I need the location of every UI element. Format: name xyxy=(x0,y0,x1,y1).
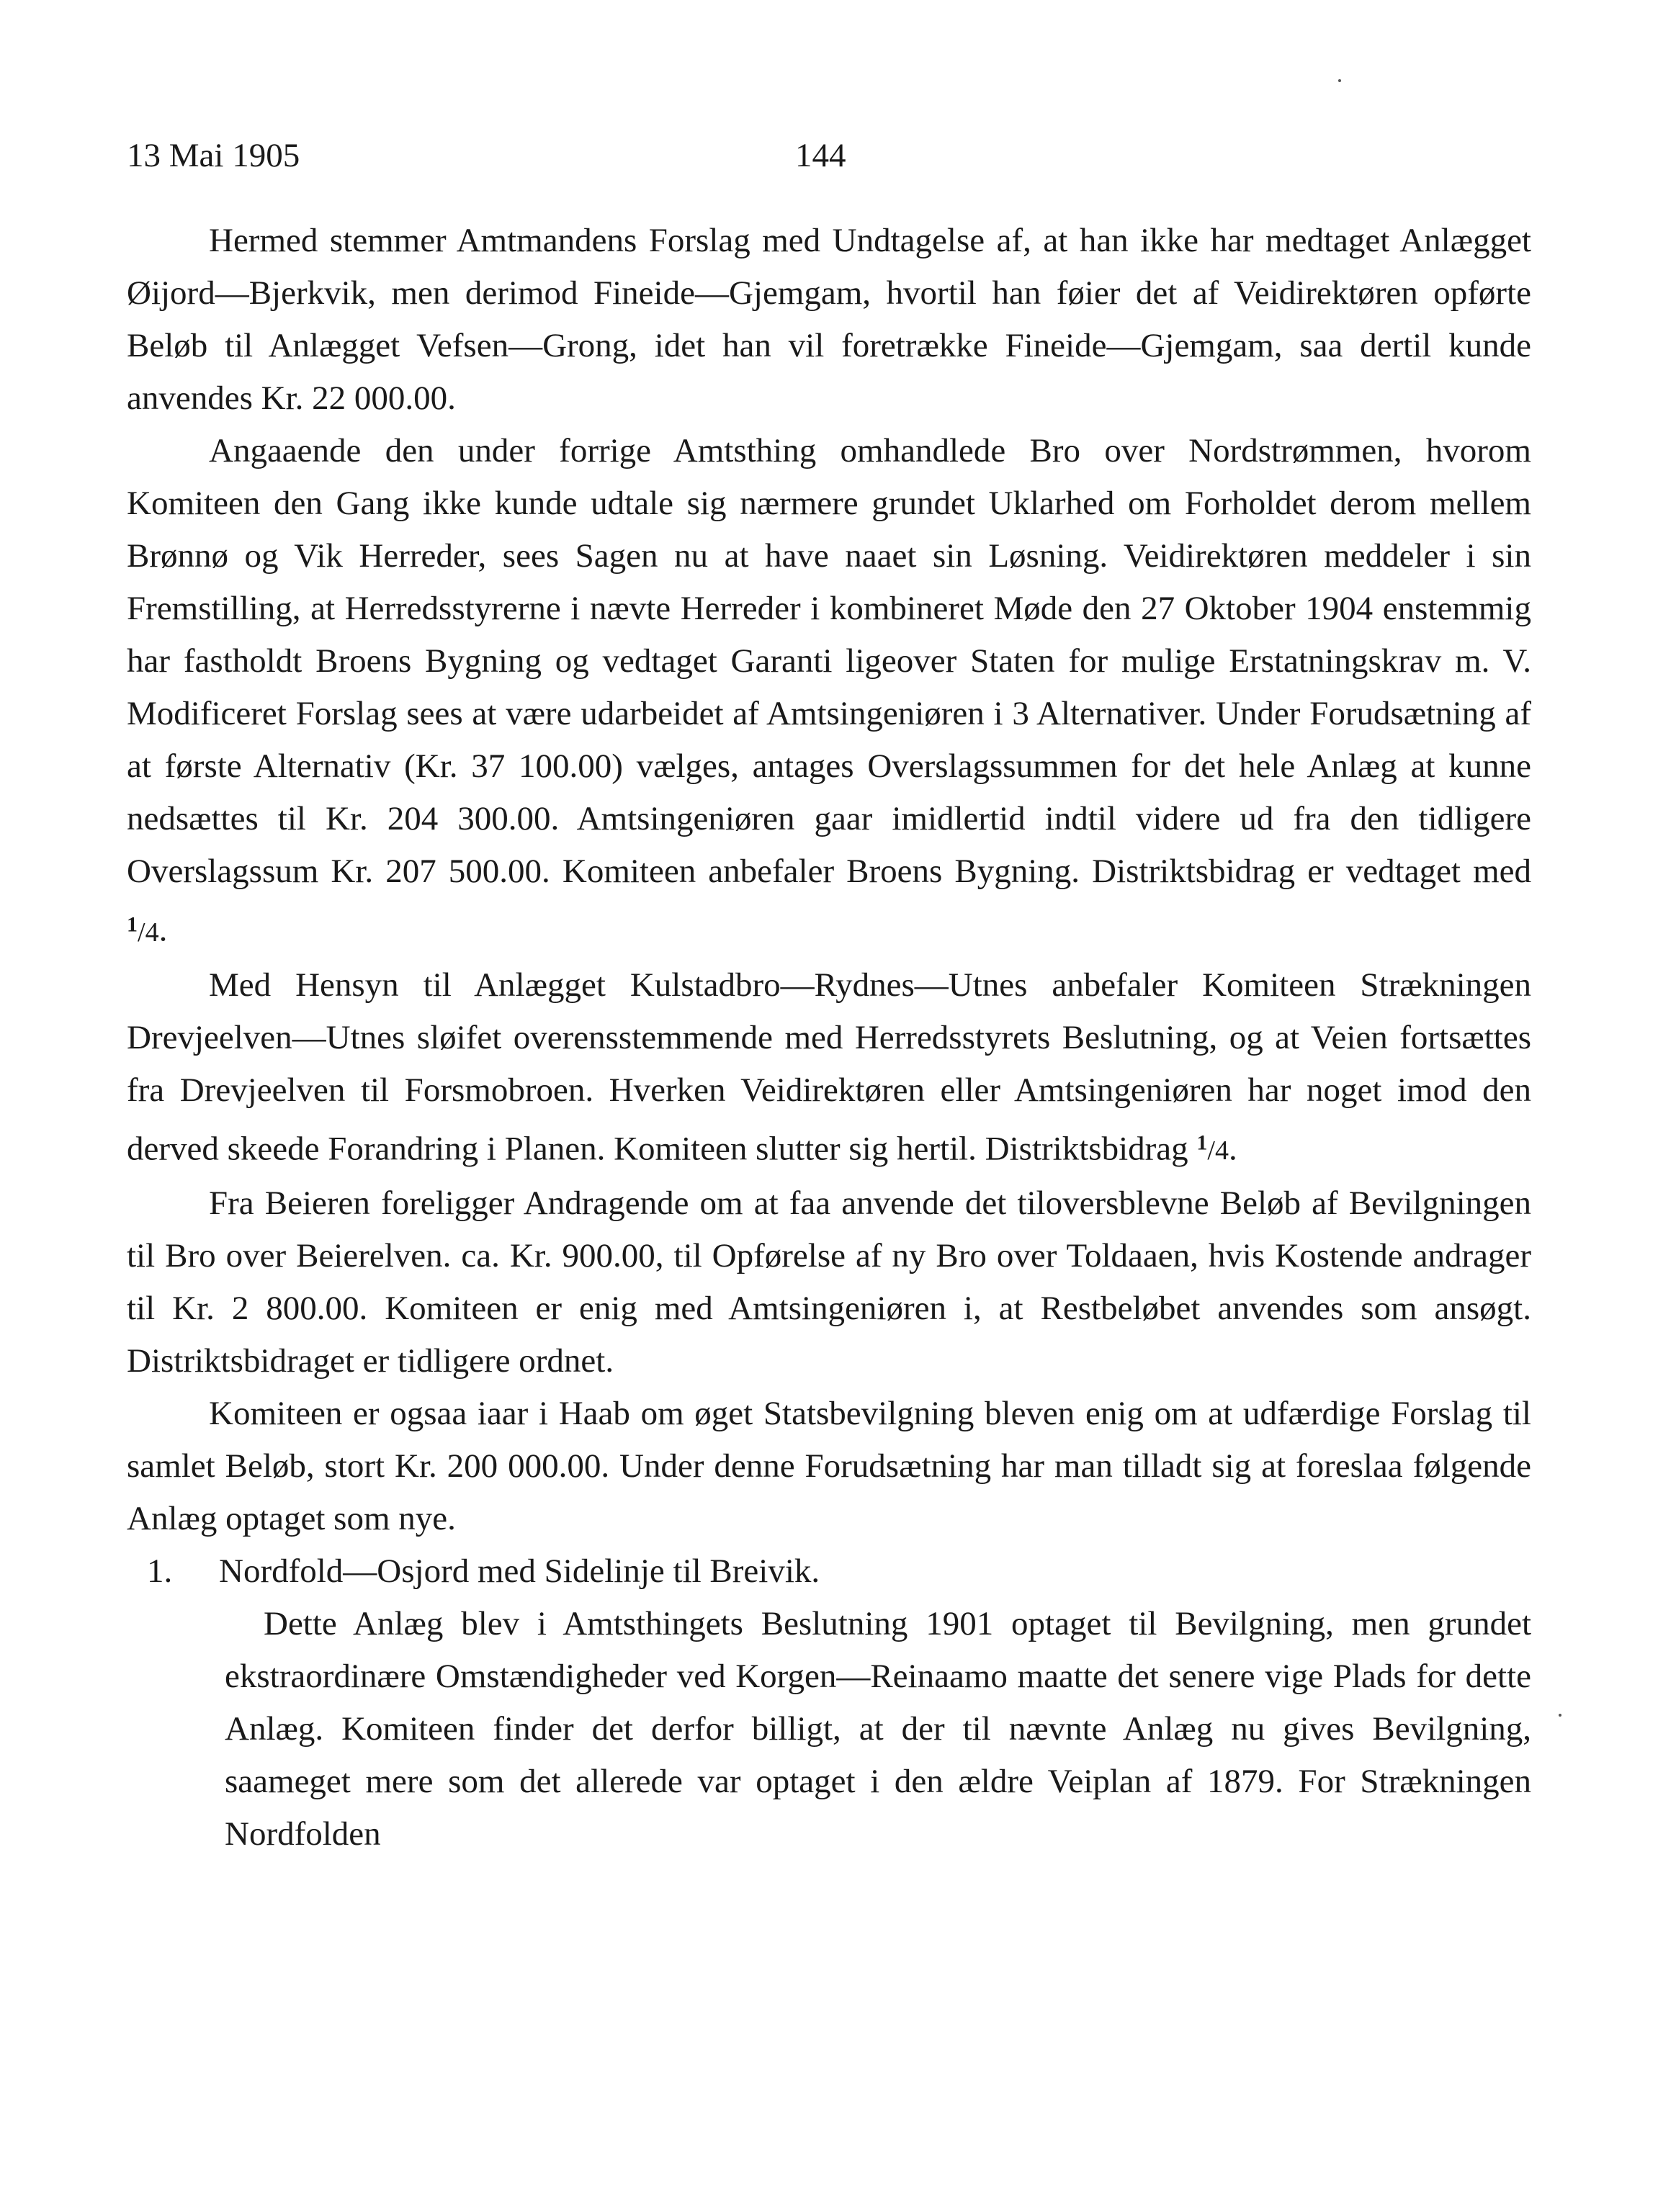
fraction-quarter: $^1$/4 xyxy=(127,912,159,948)
fraction-numerator: 1 xyxy=(1196,1130,1208,1155)
fraction-numerator: 1 xyxy=(127,912,138,936)
paragraph-text: Hermed stemmer Amtmandens Forslag med Undtagelse af, at han ikke har medtaget Anlægget Øijord—Bjerkvik, men derimod Fineide—Gjemgam, hvortil han føier det af Veidirektøren opførte Beløb til Anlægget Vefsen—Grong, idet han vil foretrække Fineide—Gjemgam, saa dertil kunde anvendes Kr. 22 000.00. xyxy=(127,222,1531,417)
body-text xyxy=(127,215,1531,1861)
paragraph-text: Med Hensyn til Anlægget Kulstadbro—Rydnes—Utnes anbefaler Komiteen Strækningen Drevjeelven—Utnes sløifet overensstemmende med Herredsstyrets Beslutning, og at Veien fortsættes fra Drevjeelven til Forsmobroen. Hverken Veidirektøren eller Amtsingeniøren har noget imod den derved skeede Forandring i Planen. Komiteen slutter sig hertil. Distriktsbidrag xyxy=(127,966,1531,1168)
scan-speck xyxy=(1559,1714,1561,1717)
paragraph-text: Dette Anlæg blev i Amtsthingets Beslutning 1901 optaget til Bevilgning, men grundet ekstraordinære Omstændigheder ved Korgen—Reinaamo maatte det senere vige Plads for dette Anlæg. Komiteen finder det derfor billigt, at der til nævnte Anlæg nu gives Bevilgning, saameget mere som det allerede var optaget i den ældre Veiplan af 1879. For Strækningen Nordfolden xyxy=(225,1605,1531,1853)
fraction-period: . xyxy=(158,911,168,949)
fraction-period: . xyxy=(1228,1130,1237,1168)
list-item-title: Nordfold—Osjord med Sidelinje til Breivik. xyxy=(219,1552,820,1591)
paragraph-amtmand-forslag xyxy=(127,215,1531,425)
fraction-quarter: $^1$/4 xyxy=(1196,1130,1229,1166)
paragraph-text: Fra Beieren foreligger Andragende om at faa anvende det tiloversblevne Beløb af Bevilgningen til Bro over Beierelven. ca. Kr. 900.00, til Opførelse af ny Bro over Toldaaen, hvis Kostende andrager til Kr. 2 800.00. Komiteen er enig med Amtsingeniøren i, at Restbeløbet anvendes som ansøgt. Distriktsbidraget er tidligere ordnet. xyxy=(127,1184,1531,1380)
paragraph-text: Komiteen er ogsaa iaar i Haab om øget Statsbevilgning bleven enig om at udfærdige Forslag til samlet Beløb, stort Kr. 200 000.00. Under denne Forudsætning har man tilladt sig at foreslaa følgende Anlæg optaget som nye. xyxy=(127,1395,1531,1538)
list-item-text xyxy=(225,1598,1531,1861)
fraction-denominator: 4 xyxy=(145,917,159,948)
paragraph-text: Angaaende den under forrige Amtsthing omhandlede Bro over Nordstrømmen, hvorom Komiteen den Gang ikke kunde udtale sig nærmere grundet Uklarhed om Forholdet derom mellem Brønnø og Vik Herreder, sees Sagen nu at have naaet sin Løsning. Veidirektøren meddeler i sin Fremstilling, at Herredsstyrerne i nævte Herreder i kombineret Møde den 27 Oktober 1904 enstemmig har fastholdt Broens Bygning og vedtaget Garanti ligeover Staten for mulige Erstatningskrav m. V. Modificeret Forslag sees at være udarbeidet af Amtsingeniøren i 3 Alternativer. Under Forudsætning af at første Alternativ (Kr. 37 100.00) vælges, antages Overslagssummen for det hele Anlæg at kunne nedsættes til Kr. 204 300.00. Amtsingeniøren gaar imidlertid indtil videre ud fra den tidligere Overslagssum Kr. 207 500.00. Komiteen anbefaler Broens Bygning. Distriktsbidrag er vedtaget med xyxy=(127,432,1531,890)
paragraph-statsbevilgning xyxy=(127,1388,1531,1545)
paragraph-kulstadbro xyxy=(127,959,1531,1178)
fraction-denominator: 4 xyxy=(1214,1136,1229,1166)
list-item-heading xyxy=(127,1545,1531,1598)
paragraph-nordstrommen-bro xyxy=(127,425,1531,959)
scan-speck xyxy=(1338,79,1341,82)
header-date: 13 Mai 1905 xyxy=(127,137,300,174)
list-item-number: 1. xyxy=(147,1552,173,1591)
page-number: 144 xyxy=(795,137,846,174)
paragraph-beieren xyxy=(127,1177,1531,1388)
